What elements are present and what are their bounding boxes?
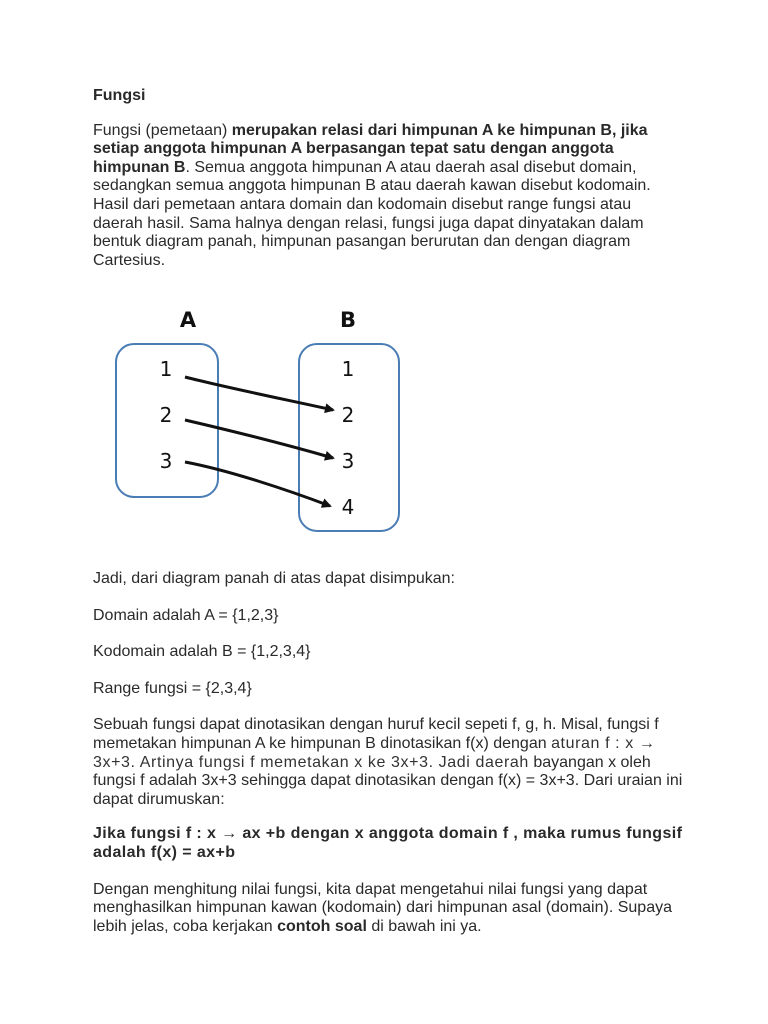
contoh-soal-bold: contoh soal xyxy=(277,917,367,935)
page-title: Fungsi xyxy=(93,87,146,104)
mapping-arrow xyxy=(185,462,330,506)
kodomain-statement: Kodomain adalah B = {1,2,3,4} xyxy=(93,643,311,661)
intro-text-rest: . Semua anggota himpunan A atau daerah asal disebut domain, sedangkan semua anggota himpunan B atau daerah kawan disebut kodomain. Hasil dari pemetaan antara domain dan kodomain disebut range fungsi atau daerah hasil. Sama halnya dengan relasi, fungsi juga dapat dinyatakan dalam bentuk diagram panah, himpunan pasangan berurutan dan dengan diagram Cartesius. xyxy=(93,158,651,269)
set-b-item: 4 xyxy=(341,495,355,519)
set-a-item: 1 xyxy=(159,357,173,381)
set-b-item: 2 xyxy=(341,403,355,427)
set-a-item: 3 xyxy=(159,449,173,473)
notation-text-3: bayangan x oleh fungsi f adalah 3x+3 sehingga dapat dinotasikan dengan f(x) = 3x+3. Dari uraian ini dapat dirumuskan: xyxy=(93,753,683,808)
closing-text-1: Dengan menghitung nilai fungsi, kita dapat mengetahui nilai fungsi yang dapat menghasilkan himpunan kawan (kodomain) dari himpunan asal (domain). Supaya lebih jelas, coba kerjakan xyxy=(93,880,672,935)
set-b-item: 1 xyxy=(341,357,355,381)
closing-paragraph xyxy=(93,881,683,937)
mapping-arrow xyxy=(185,420,333,458)
closing-text-2: di bawah ini ya. xyxy=(366,917,482,935)
range-statement: Range fungsi = {2,3,4} xyxy=(93,679,252,697)
intro-text-start: Fungsi (pemetaan) xyxy=(93,121,232,139)
intro-paragraph xyxy=(93,122,683,271)
notation-text-1: Sebuah fungsi dapat dinotasikan dengan huruf kecil sepeti f, g, h. Misal, fungsi f memetakan himpunan A ke himpunan B dinotasikan f(x) dengan xyxy=(93,716,659,752)
notation-paragraph xyxy=(93,716,683,809)
set-a-label: A xyxy=(179,308,197,332)
notation-text-2: aturan f : x → 3x+3. Artinya fungsi f memetakan x ke 3x+3. Jadi daerah xyxy=(93,734,656,771)
set-b-label: B xyxy=(339,308,357,332)
intro-definition-bold: merupakan relasi dari himpunan A ke himpunan B, jika setiap anggota himpunan A berpasangan tepat satu dengan anggota himpunan B xyxy=(93,121,648,176)
arrow-diagram xyxy=(108,300,408,535)
conclusion-section xyxy=(93,570,683,954)
conclusion-lead: Jadi, dari diagram panah di atas dapat disimpukan: xyxy=(93,570,455,587)
document-body xyxy=(93,87,683,286)
domain-statement: Domain adalah A = {1,2,3} xyxy=(93,606,279,624)
set-b-item: 3 xyxy=(341,449,355,473)
set-a-item: 2 xyxy=(159,403,173,427)
arrow-diagram-svg xyxy=(108,300,408,535)
function-rule: Jika fungsi f : x → ax +b dengan x anggota domain f , maka rumus fungsif adalah f(x) = ax+b xyxy=(93,825,683,861)
mapping-arrow xyxy=(185,377,333,410)
